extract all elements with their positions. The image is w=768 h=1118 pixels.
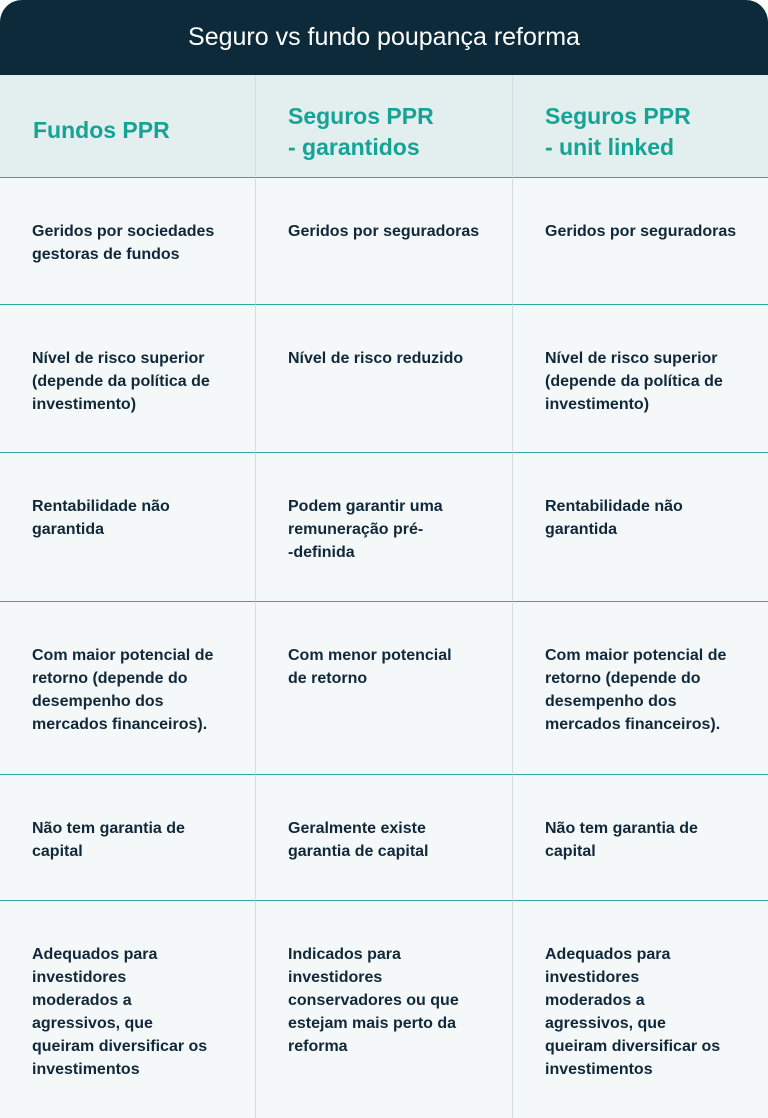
table-cell: Com menor potencial de retorno xyxy=(255,602,512,775)
table-cell: Geridos por sociedades gestoras de fundos xyxy=(0,178,255,305)
table-title: Seguro vs fundo poupança reforma xyxy=(0,0,768,75)
header-label: Seguros PPR - garantidos xyxy=(288,103,434,160)
table-cell: Podem garantir uma remuneração pré- -definida xyxy=(255,453,512,602)
comparison-table xyxy=(0,75,768,1118)
header-label: Seguros PPR - unit linked xyxy=(545,103,691,160)
table-cell: Nível de risco superior (depende da política de investimento) xyxy=(0,305,255,453)
table-cell: Geridos por seguradoras xyxy=(255,178,512,305)
table-cell: Adequados para investidores moderados a agressivos, que queiram diversificar os investimentos xyxy=(32,946,208,1078)
table-cell: Rentabilidade não garantida xyxy=(0,453,255,602)
table-cell: Com maior potencial de retorno (depende do desempenho dos mercados financeiros). xyxy=(0,602,255,775)
table-cell: Adequados para investidores moderados a agressivos, que queiram diversificar os investimentos xyxy=(512,901,768,1118)
table-cell: Não tem garantia de capital xyxy=(512,775,768,901)
table-cell: Nível de risco reduzido xyxy=(255,305,512,453)
table-cell: Geralmente existe garantia de capital xyxy=(255,775,512,901)
header-seguros-garantidos xyxy=(255,75,512,178)
table-cell: Geridos por seguradoras xyxy=(512,178,768,305)
header-label: Fundos PPR xyxy=(33,117,170,143)
table-cell: Rentabilidade não garantida xyxy=(512,453,768,602)
table-cell: Nível de risco superior (depende da política de investimento) xyxy=(512,305,768,453)
header-seguros-unit-linked xyxy=(512,75,768,178)
header-fundos-ppr xyxy=(0,75,255,178)
table-cell: Indicados para investidores conservadores ou que estejam mais perto da reforma xyxy=(255,901,512,1118)
table-cell: Com maior potencial de retorno (depende do desempenho dos mercados financeiros). xyxy=(512,602,768,775)
table-cell: Não tem garantia de capital xyxy=(0,775,255,901)
